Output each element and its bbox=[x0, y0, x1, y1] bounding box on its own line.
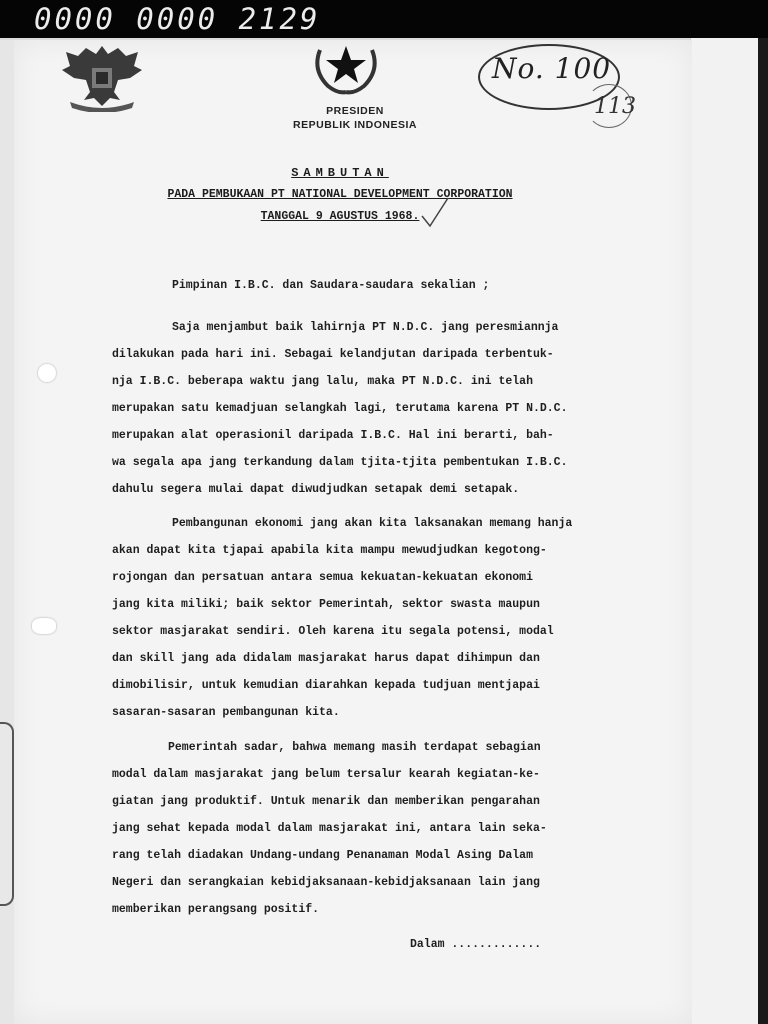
paragraph-line: merupakan satu kemadjuan selangkah lagi, terutama karena PT N.D.C. bbox=[112, 402, 568, 415]
right-paper-strip bbox=[690, 38, 761, 1024]
paragraph-line: rang telah diadakan Undang-undang Penanaman Modal Asing Dalam bbox=[112, 849, 533, 862]
continuation-text: Dalam ............. bbox=[410, 938, 542, 951]
frame-number: 0000 0000 2129 bbox=[34, 2, 321, 36]
handwritten-number: 113 bbox=[594, 94, 636, 119]
paragraph-line: Pembangunan ekonomi jang akan kita laksanakan memang hanja bbox=[172, 517, 573, 530]
paragraph-line: akan dapat kita tjapai apabila kita mampu mewudjudkan kegotong- bbox=[112, 544, 547, 557]
title-event: PADA PEMBUKAAN PT NATIONAL DEVELOPMENT CORPORATION bbox=[167, 188, 513, 201]
document-title bbox=[120, 162, 560, 228]
paragraph-line: Pemerintah sadar, bahwa memang masih terdapat sebagian bbox=[168, 741, 541, 754]
paragraph-line: Negeri dan serangkaian kebidjaksanaan-kebidjaksanaan lain jang bbox=[112, 876, 540, 889]
archive-number: No. 100 bbox=[492, 52, 612, 85]
film-frame-bar bbox=[0, 0, 768, 40]
paragraph-line: Saja menjambut baik lahirnja PT N.D.C. jang peresmiannja bbox=[172, 321, 559, 334]
garuda-emblem-icon bbox=[56, 40, 148, 112]
paragraph-line: giatan jang produktif. Untuk menarik dan memberikan pengarahan bbox=[112, 795, 540, 808]
letterhead-title: PRESIDEN bbox=[326, 105, 384, 117]
paragraph-line: merupakan alat operasionil daripada I.B.C. Hal ini berarti, bah- bbox=[112, 429, 554, 442]
checkmark-icon bbox=[420, 196, 450, 230]
paragraph-line: nja I.B.C. beberapa waktu jang lalu, maka PT N.D.C. ini telah bbox=[112, 375, 533, 388]
paragraph-line: jang kita miliki; baik sektor Pemerintah, sektor swasta maupun bbox=[112, 598, 540, 611]
paragraph-line: sektor masjarakat sendiri. Oleh karena itu segala potensi, modal bbox=[112, 625, 554, 638]
presidential-star-wreath-icon bbox=[308, 40, 384, 96]
paragraph-line: memberikan perangsang positif. bbox=[112, 903, 320, 916]
letterhead bbox=[240, 104, 470, 132]
letterhead-subtitle: REPUBLIK INDONESIA bbox=[293, 119, 417, 131]
paragraph-line: jang sehat kepada modal dalam masjarakat ini, antara lain seka- bbox=[112, 822, 547, 835]
paragraph-line: dilakukan pada hari ini. Sebagai kelandjutan daripada terbentuk- bbox=[112, 348, 554, 361]
paragraph-line: dan skill jang ada didalam masjarakat harus dapat dihimpun dan bbox=[112, 652, 540, 665]
right-edge-band bbox=[758, 38, 768, 1024]
punch-hole bbox=[32, 618, 56, 634]
title-date: TANGGAL 9 AGUSTUS 1968. bbox=[260, 210, 420, 223]
salutation: Pimpinan I.B.C. dan Saudara-saudara sekalian ; bbox=[172, 279, 490, 292]
paragraph-line: sasaran-sasaran pembangunan kita. bbox=[112, 706, 340, 719]
paragraph-line: rojongan dan persatuan antara semua kekuatan-kekuatan ekonomi bbox=[112, 571, 533, 584]
punch-hole bbox=[38, 364, 56, 382]
paragraph-line: dahulu segera mulai dapat diwudjudkan setapak demi setapak. bbox=[112, 483, 520, 496]
paragraph-line: modal dalam masjarakat jang belum tersalur kearah kegiatan-ke- bbox=[112, 768, 540, 781]
binder-clip bbox=[0, 722, 14, 906]
title-main: SAMBUTAN bbox=[291, 166, 389, 180]
paragraph-line: dimobilisir, untuk kemudian diarahkan kepada tudjuan mentjapai bbox=[112, 679, 540, 692]
paragraph-line: wa segala apa jang terkandung dalam tjita-tjita pembentukan I.B.C. bbox=[112, 456, 568, 469]
